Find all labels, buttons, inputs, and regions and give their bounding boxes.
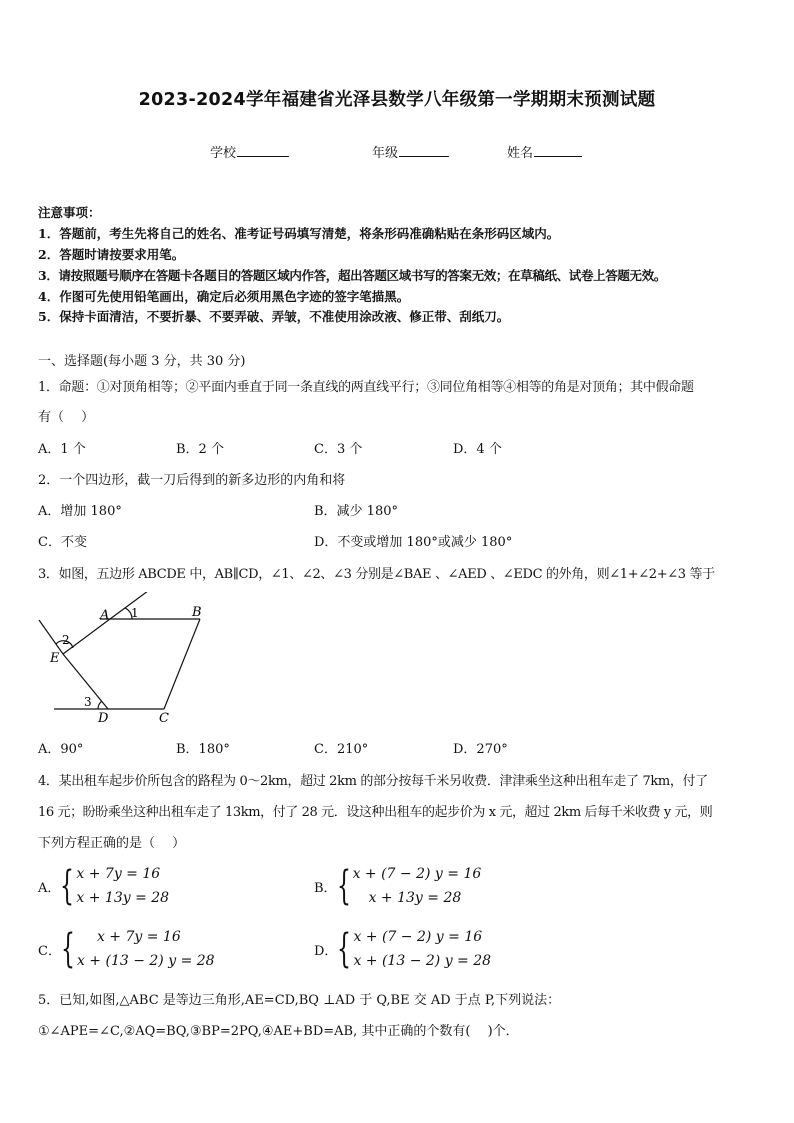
equation: x + 7y = 16	[76, 866, 161, 882]
brace-icon: {	[337, 926, 352, 972]
brace-icon: {	[60, 926, 75, 972]
q2-option-d[interactable]: D．不变或增加 180°或减少 180°	[314, 535, 513, 550]
q2-option-a[interactable]: A．增加 180°	[38, 504, 122, 519]
school-blank[interactable]	[237, 144, 289, 157]
q4-option-a-label: A．	[38, 880, 61, 896]
question-4-text: 4．某出租车起步价所包含的路程为 0～2km，超过 2km 的部分按每千米另收费．津津乘坐这种出租车走了 7km，付了	[38, 774, 708, 789]
brace-icon: {	[336, 863, 351, 909]
q3-option-b[interactable]: B．180°	[176, 742, 230, 757]
note-item: 5．保持卡面清洁，不要折暴、不要弄破、弄皱，不准使用涂改液、修正带、刮纸刀。	[38, 309, 510, 324]
note-item: 3．请按照题号顺序在答题卡各题目的答题区域内作答，超出答题区域书写的答案无效；在草稿纸、试卷上答题无效。	[38, 268, 667, 283]
q2-option-b[interactable]: B．减少 180°	[314, 504, 398, 519]
q1-option-b[interactable]: B．2 个	[176, 442, 224, 457]
q4-option-c-label: C．	[38, 943, 61, 959]
q4-option-b-label: B．	[314, 880, 337, 896]
angle-3-label: 3	[84, 695, 92, 709]
equation: x + (7 − 2) y = 16	[353, 929, 483, 945]
q4-option-a[interactable]	[38, 862, 169, 910]
q1-option-c[interactable]: C．3 个	[314, 442, 363, 457]
equation: x + (13 − 2) y = 28	[76, 953, 215, 969]
q3-option-c[interactable]: C．210°	[314, 742, 369, 757]
vertex-e-label: E	[50, 651, 60, 666]
vertex-b-label: B	[192, 605, 202, 620]
equation: x + (7 − 2) y = 16	[352, 866, 482, 882]
note-item: 2．答题时请按要求用笔。	[38, 247, 185, 262]
grade-field[interactable]	[372, 142, 449, 161]
q3-option-a[interactable]: A．90°	[38, 742, 84, 757]
brace-icon: {	[60, 863, 75, 909]
question-1-text-cont: 有（ ）	[38, 410, 95, 425]
school-field[interactable]	[210, 142, 289, 161]
equation: x + 13y = 28	[368, 890, 462, 906]
question-2-text: 2．一个四边形，截一刀后得到的新多边形的内角和将	[38, 473, 346, 488]
question-1-text: 1．命题：①对顶角相等；②平面内垂直于同一条直线的两直线平行；③同位角相等④相等的角是对顶角；其中假命题	[38, 380, 694, 395]
vertex-c-label: C	[159, 711, 169, 726]
vertex-d-label: D	[98, 711, 109, 726]
equation: x + (13 − 2) y = 28	[353, 953, 492, 969]
q3-option-d[interactable]: D．270°	[453, 742, 508, 757]
notes-heading: 注意事项：	[38, 205, 101, 220]
q4-option-c[interactable]	[38, 925, 215, 973]
grade-blank[interactable]	[399, 144, 449, 157]
q4-option-b[interactable]	[314, 862, 481, 910]
question-5-text: 5．已知,如图,△ABC 是等边三角形,AE=CD,BQ ⊥AD 于 Q,BE 交 AD 于点 P,下列说法：	[38, 993, 561, 1008]
question-4-text-end: 下列方程正确的是（ ）	[38, 836, 186, 851]
q4-option-d[interactable]	[314, 925, 491, 973]
page-title: 2023-2024学年福建省光泽县数学八年级第一学期期末预测试题	[138, 90, 656, 110]
note-item: 1．答题前，考生先将自己的姓名、准考证号码填写清楚，将条形码准确粘贴在条形码区域内。	[38, 226, 560, 241]
name-field[interactable]	[507, 142, 582, 161]
name-label: 姓名	[507, 146, 534, 161]
equation: x + 7y = 16	[96, 929, 181, 945]
angle-1-label: 1	[131, 606, 139, 620]
q2-option-c[interactable]: C．不变	[38, 535, 87, 550]
note-item: 4．作图可先使用铅笔画出，确定后必须用黑色字迹的签字笔描黑。	[38, 289, 410, 304]
q1-option-d[interactable]: D．4 个	[453, 442, 502, 457]
question-3-text: 3．如图，五边形 ABCDE 中，AB∥CD，∠1、∠2、∠3 分别是∠BAE 、∠AED 、∠EDC 的外角，则∠1+∠2+∠3 等于	[38, 567, 715, 582]
section-heading: 一、选择题(每小题 3 分，共 30 分)	[38, 354, 246, 369]
school-label: 学校	[210, 146, 237, 161]
vertex-a-label: A	[100, 608, 110, 623]
question-5-text-cont: ①∠APE=∠C,②AQ=BQ,③BP=2PQ,④AE+BD=AB, 其中正确的个数有( )个．	[38, 1024, 519, 1039]
q4-option-d-label: D．	[314, 943, 338, 959]
grade-label: 年级	[372, 146, 399, 161]
q1-option-a[interactable]: A．1 个	[38, 442, 86, 457]
name-blank[interactable]	[534, 144, 582, 157]
angle-2-label: 2	[62, 633, 70, 647]
question-4-text-cont: 16 元；盼盼乘坐这种出租车走了 13km，付了 28 元．设这种出租车的起步价为 x 元，超过 2km 后每千米收费 y 元，则	[38, 805, 713, 820]
pentagon-figure	[30, 592, 220, 732]
equation: x + 13y = 28	[76, 890, 170, 906]
